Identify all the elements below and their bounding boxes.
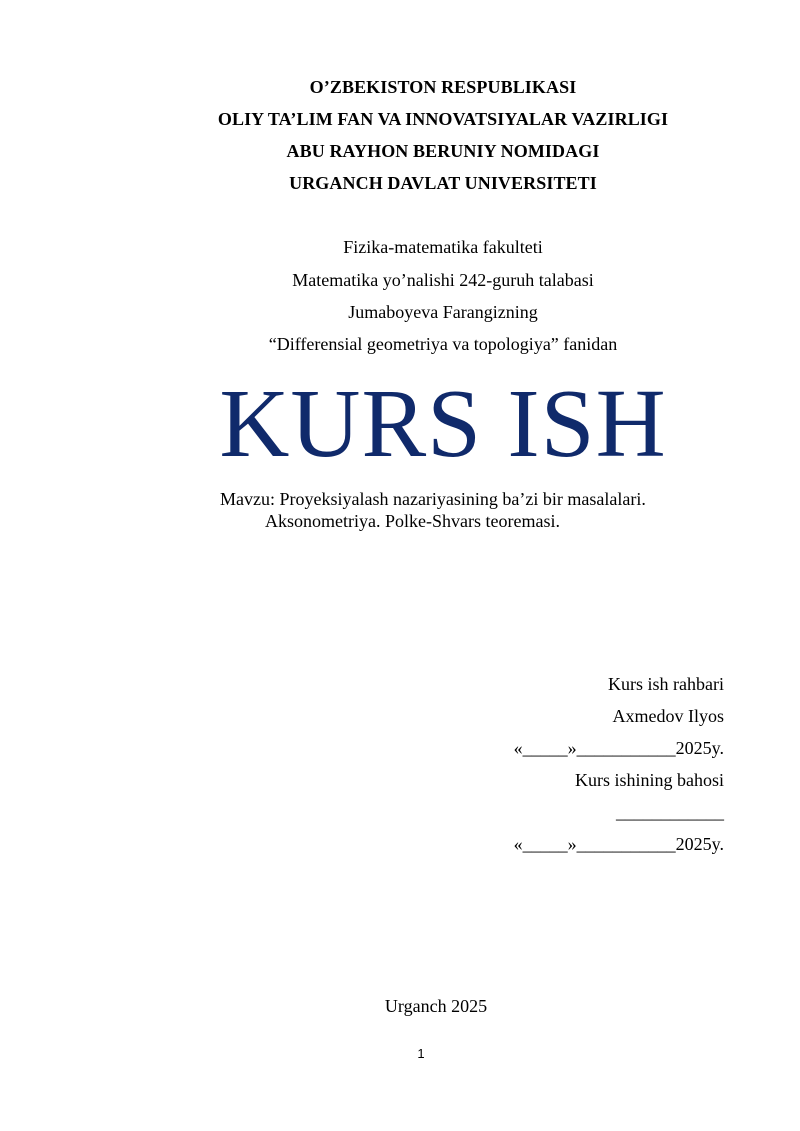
- topic-line-2: Aksonometriya. Polke-Shvars teoremasi.: [265, 511, 560, 531]
- faculty-line: Fizika-matematika fakulteti: [343, 237, 543, 257]
- university-name-line2: URGANCH DAVLAT UNIVERSITETI: [289, 173, 597, 193]
- supervisor-name: Axmedov Ilyos: [612, 706, 724, 726]
- kurs-ish-title: KURS ISH: [219, 370, 667, 477]
- group-line: Matematika yo’nalishi 242-guruh talabasi: [292, 270, 594, 290]
- grade-blank-line: ____________: [616, 802, 724, 822]
- country-heading: O’ZBEKISTON RESPUBLIKASI: [309, 77, 577, 97]
- subject-line: “Differensial geometriya va topologiya” fanidan: [268, 334, 618, 354]
- topic-line-1: Mavzu: Proyeksiyalash nazariyasining ba’zi bir masalalari.: [220, 489, 646, 509]
- grade-label: Kurs ishining bahosi: [574, 770, 724, 790]
- city-year: Urganch 2025: [384, 996, 488, 1016]
- grade-date-line: «_____»___________2025y.: [513, 834, 724, 854]
- university-name-line1: ABU RAYHON BERUNIY NOMIDAGI: [286, 141, 600, 161]
- page-number: 1: [417, 1046, 425, 1061]
- supervisor-label: Kurs ish rahbari: [608, 674, 724, 694]
- supervisor-date-line: «_____»___________2025y.: [513, 738, 724, 758]
- student-name-line: Jumaboyeva Farangizning: [348, 302, 538, 322]
- ministry-heading: OLIY TA’LIM FAN VA INNOVATSIYALAR VAZIRLIGI: [217, 109, 669, 129]
